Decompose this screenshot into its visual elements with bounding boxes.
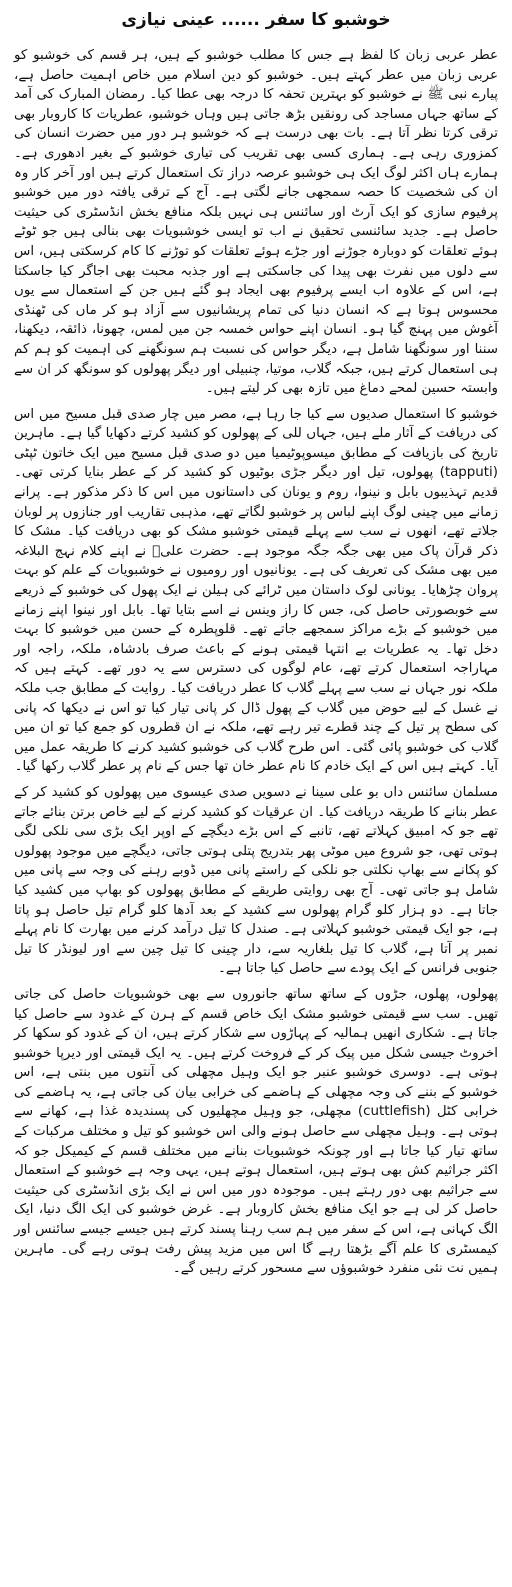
article-author: عینی نیازی (121, 10, 216, 30)
article-paragraph-4: پھولوں، پھلوں، جڑوں کے ساتھ ساتھ جانوروں سے بھی خوشبویات حاصل کی جاتی تھیں۔ سب سے قیمتی خوشبو مشک ایک خاص قسم کے ہرن کے غدود سے حاصل کیا جاتا ہے۔ شکاری انھیں ہمالیہ کے پہاڑوں سے شکار کرتے ہیں، ان کے غدود کو سکھا کر اخروٹ جیسی شکل میں پیک کر کے فروخت کرتے ہیں۔ یہ ایک قیمتی اور دیرپا خوشبو ہوتی ہے۔ دوسری خوشبو عنبر جو ایک وہیل مچھلی کی آنتوں میں بنتی ہے، اس خوشبو کے بننے کی وجہ مچھلی کے ہاضمے کی خرابی بیان کی جاتی ہے، یہ ہاضمے کی خرابی کٹل (cuttlefish) مچھلی، جو وہیل مچھلیوں کی پسندیدہ غذا ہے، کھانے سے ہوتی ہے۔ وہیل مچھلی سے حاصل ہونے والی اس خوشبو کو تیل و مختلف مرکبات کے ساتھ تیار کیا جاتا ہے اور چونکہ خوشبویات بنانے میں مختلف قسم کے کیمیکل جو کہ اکثر جراثیم کش بھی ہوتے ہیں، استعمال ہوتے ہیں، یہی وجہ ہے خوشبو کے استعمال سے جراثیم بھی دور رہتے ہیں۔ موجودہ دور میں اس نے ایک بڑی انڈسٹری کی حیثیت حاصل کر لی ہے جو ایک منافع بخش کاروبار ہے۔ غرض خوشبو کی ایک الگ دنیا، ایک الگ کہانی ہے، اس کے سفر میں ہم سب رہنا پسند کرتے ہیں جیسے جیسے سائنس اور کیمسٹری کا علم آگے بڑھتا رہے گا اس میں مزید پیش رفت ہوتی رہے گی۔ ماہرین ہمیں نت نئی منفرد خوشبوؤں سے مسحور کرتے رہیں گے۔ (14, 986, 498, 1277)
article-paragraph-2: خوشبو کا استعمال صدیوں سے کیا جا رہا ہے، مصر میں چار صدی قبل مسیح میں اس کی دریافت کے آثار ملے ہیں، جہاں للی کے پھولوں کو کشید کرتے دکھایا گیا ہے۔ ماہرین تاریخ کی بازیافت کے مطابق میسوپوٹیمیا میں دو صدی قبل مسیح میں ایک خاتون ٹپٹی (tapputi) پھولوں، تیل اور دیگر جڑی بوٹیوں کو کشید کر کے عطر بنایا کرتی تھی۔ قدیم تہذیبوں بابل و نینوا، روم و یونان کی داستانوں میں اس کا ذکر مذکور ہے۔ پرانے زمانے میں چینی لوگ اپنے لباس پر خوشبو لگاتے تھے، مذہبی تقاریب اور جنازوں پر لوبان جلاتے تھے، انھوں نے سب سے پہلے قیمتی خوشبو مشک کو بھی دریافت کیا۔ مشک کا ذکر قرآن پاک میں بھی جگہ جگہ موجود ہے۔ حضرت علیؓ نے اپنے کلام نہج البلاغہ میں بھی مشک کی تعریف کی ہے۔ یونانیوں اور رومیوں نے خوشبویات کے علم کو بہت پروان چڑھایا۔ یونانی لوک داستان میں ٹرائے کی ہیلن نے ایک پھول کی خوشبو کے ذریعے سے خوبصورتی حاصل کی، جس کا راز وینس نے اسے بتایا تھا۔ بابل اور نینوا اپنے زمانے میں خوشبو کے بڑے مراکز سمجھے جاتے تھے۔ قلوپطرہ کے حسن میں خوشبو کا بہت دخل تھا۔ یہ عطریات بے انتہا قیمتی ہونے کے باعث صرف بادشاہ، ملکہ، راجہ اور مہاراجہ استعمال کرتے تھے، عام لوگوں کی دسترس سے یہ دور تھے۔ کہتے ہیں کہ ملکہ نور جہاں نے سب سے پہلے گلاب کا عطر دریافت کیا۔ روایت کے مطابق جب ملکہ نے غسل کے لیے حوض میں گلاب کے پھول ڈال کر پانی تیار کیا تو اس نے دیکھا کہ پانی کی سطح پر تیل کے چند قطرے تیر رہے تھے، ملکہ نے ان قطروں کو جمع کیا تو ان میں گلاب کی خوشبو پائی گئی۔ اس طرح گلاب کی خوشبو کشید کرنے کا طریقہ عمل میں آیا۔ کہتے ہیں اس کے ایک خادم کا نام عطر خان تھا جس کے نام پر عطر گلاب رکھا گیا۔ (14, 406, 498, 775)
article-title: خوشبو کا سفر (265, 10, 391, 30)
headline-separator: ...... (221, 10, 260, 30)
article-paragraph-3: مسلمان سائنس داں بو علی سینا نے دسویں صدی عیسوی میں پھولوں کو کشید کر کے عطر بنانے کا طریقہ دریافت کیا۔ ان عرقیات کو کشید کرنے کے لیے خاص برتن بنائے جاتے تھے جو کہ امبیق کہلاتے تھے، تانبے کے اس بڑے دیگچے کے اوپر ایک بڑی سی نلکی لگی ہوتی تھی، جو شروع میں موٹی پھر بتدریج پتلی ہوتی جاتی، دیگچے میں موجود پھولوں کو پکانے سے بھاپ نکلتی جو نلکی کے راستے پانی میں ڈوبے رہنے کی وجہ سے پانی میں شامل ہو جاتی تھی۔ آج بھی روایتی طریقے کے مطابق پھولوں کو بھاپ میں کشید کیا جاتا ہے۔ دو ہزار کلو گرام پھولوں سے کشید کے بعد آدھا کلو گرام تیل حاصل ہو پاتا ہے، جو ایک قیمتی خوشبو کہلاتی ہے۔ صندل کا تیل درآمد کرنے میں بھارت کا نام پہلے نمبر پر آتا ہے، گلاب کا تیل بلغاریہ سے، دار چینی کا تیل چین سے اور لیونڈر کا تیل جنوبی فرانس کے ایک پودے سے حاصل کیا جاتا ہے۔ (14, 784, 498, 977)
article-paragraph-1: عطر عربی زبان کا لفظ ہے جس کا مطلب خوشبو کے ہیں، ہر قسم کی خوشبو کو عربی زبان میں عطر کہتے ہیں۔ خوشبو کو دین اسلام میں خاص اہمیت حاصل ہے، پیارے نبی ﷺ نے خوشبو کو بہترین تحفہ کا درجہ بھی عطا کیا۔ رمضان المبارک کی آمد کے ساتھ جہاں مساجد کی رونقیں بڑھ جاتی ہیں وہاں خوشبو، عطریات کا کاروبار بھی ترقی کرتا نظر آتا ہے۔ بات بھی درست ہے کہ خوشبو ہر دور میں حضرت انسان کی کمزوری رہی ہے۔ ہماری کسی بھی تقریب کی تیاری خوشبو کے بغیر ادھوری ہے۔ ہمارے ہاں اکثر لوگ ایک ہی خوشبو عرصہ دراز تک استعمال کرتے ہیں اور آخر کار وہ ان کی شخصیت کا حصہ سمجھی جانے لگتی ہے۔ آج کے ترقی یافتہ دور میں خوشبو پرفیوم سازی کو ایک آرٹ اور سائنس ہی نہیں بلکہ منافع بخش انڈسٹری کی حیثیت حاصل ہے۔ جدید سائنسی تحقیق نے اب تو ایسی خوشبویات بھی بنالی ہیں جو ٹوٹے ہوئے تعلقات کو دوبارہ جوڑنے اور جڑے ہوئے تعلقات کو توڑنے کا کام کرسکتی ہیں، اس سے دلوں میں نفرت بھی پیدا کی جاسکتی ہے اور جذبہ محبت بھی اجاگر کیا جاسکتا ہے، اس کے علاوہ اب ایسے پرفیوم بھی ایجاد ہو گئے ہیں جن کے استعمال سے یوں محسوس ہوتا ہے کہ انسان دنیا کی تمام پریشانیوں سے آزاد ہو کر ماں کی ٹھنڈی آغوش میں پہنچ گیا ہو۔ انسان اپنے حواس خمسہ جن میں لمس، چھونا، ذائقہ، دیکھنا، سننا اور سونگھنا شامل ہے، دیگر حواس کی نسبت ہم سونگھنے کی اہمیت کو ہم کم ہی استعمال کرتے ہیں، جبکہ گلاب، موتیا، چنبیلی اور دیگر پھولوں کو سونگھ کر ان سے وابستہ حسین لمحے دماغ میں تازہ بھی کر لیتے ہیں۔ (14, 48, 498, 397)
article-headline (14, 8, 498, 32)
article-body (14, 46, 498, 1279)
